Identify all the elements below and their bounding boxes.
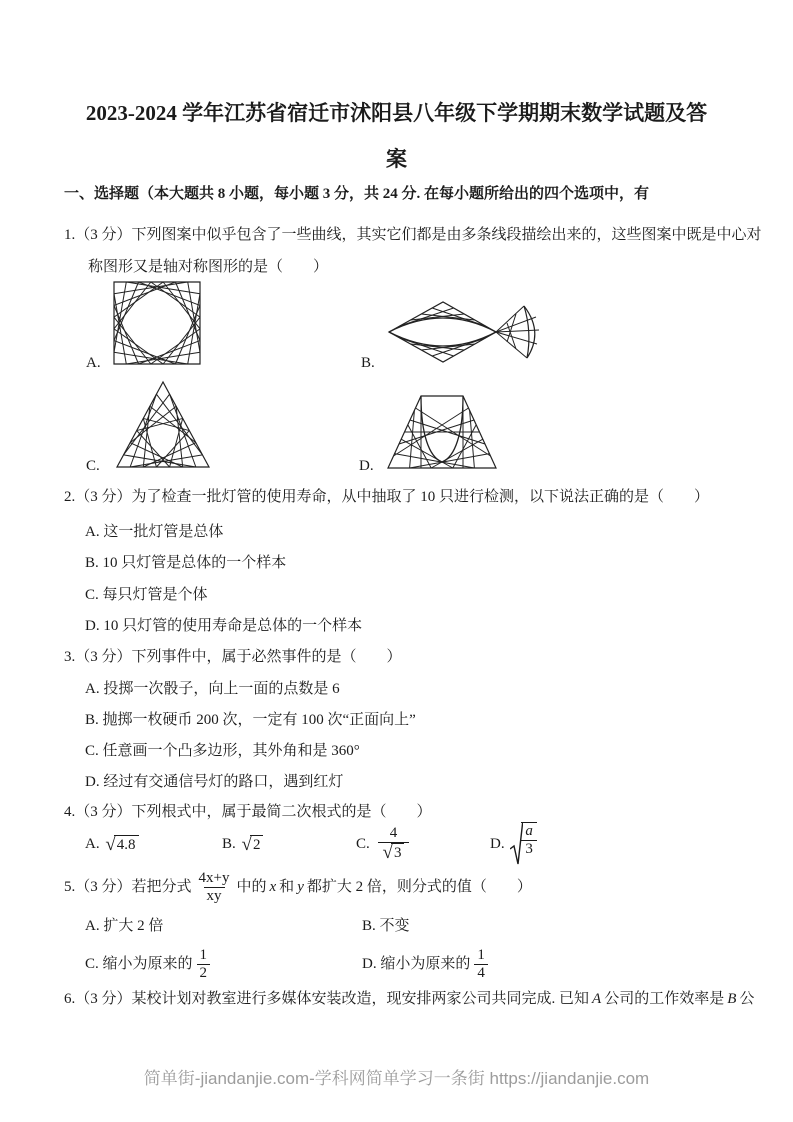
numerator: 4: [389, 825, 398, 841]
numerator: 4x+y: [198, 869, 230, 886]
question-2-option-a: A. 这一批灯管是总体: [85, 524, 224, 540]
page-title-line1: 2023-2024 学年江苏省宿迁市沭阳县八年级下学期期末数学试题及答: [85, 101, 708, 125]
stem-text: 和: [279, 879, 295, 895]
question-4-stem: 4.（3 分）下列根式中，属于最简二次根式的是（ ）: [64, 804, 432, 820]
section-heading: 一、选择题（本大题共 8 小题，每小题 3 分，共 24 分. 在每小题所给出的四个选项中，有: [64, 186, 650, 202]
question-5-option-b: B. 不变: [362, 918, 410, 934]
radicand: 4.8: [114, 835, 139, 854]
fraction-expression: [196, 870, 233, 905]
page-title-line2: 案: [386, 147, 407, 171]
variable-x: x: [269, 879, 277, 895]
question-4-option-d: [490, 820, 539, 868]
variable-b: B: [727, 991, 737, 1007]
stem-text: 公: [739, 991, 755, 1007]
option-b-label: B.: [361, 355, 375, 371]
question-4-option-a: [85, 820, 141, 868]
denominator: xy: [204, 887, 225, 905]
question-3-option-d: D. 经过有交通信号灯的路口，遇到红灯: [85, 774, 344, 790]
fraction-expression: [521, 822, 537, 858]
question-2-option-b: B. 10 只灯管是总体的一个样本: [85, 555, 287, 571]
radicand: 2: [250, 835, 264, 854]
stem-text: 6.（3 分）某校计划对教室进行多媒体安装改造，现安排两家公司共同完成. 已知: [64, 991, 590, 1007]
option-text: C. 缩小为原来的: [85, 956, 193, 972]
question-6-stem: [64, 988, 754, 1010]
site-watermark: 简单街-jiandanjie.com-学科网简单学习一条街 https://jiandanjie.com: [143, 1069, 650, 1088]
variable-y: y: [297, 879, 304, 895]
question-3-stem: 3.（3 分）下列事件中，属于必然事件的是（ ）: [64, 649, 402, 665]
stem-text: 公司的工作效率是: [604, 991, 725, 1007]
option-a-square-string-art-figure: [113, 281, 201, 365]
sqrt-expression: [242, 835, 264, 854]
option-d-label: D.: [359, 458, 374, 474]
sqrt-expression: [383, 843, 405, 862]
option-c-triangle-string-art-figure: [115, 380, 211, 469]
fraction-expression: [378, 825, 410, 863]
radical-sign: √: [382, 842, 393, 863]
question-1-stem-line1: 1.（3 分）下列图案中似乎包含了一些曲线，其实它们都是由多条线段描绘出来的，这些图案中既是中心对: [64, 227, 762, 243]
option-a-label: A.: [85, 836, 100, 852]
question-3-option-c: C. 任意画一个凸多边形，其外角和是 360°: [85, 743, 360, 759]
denominator: [378, 842, 410, 863]
variable-a: A: [592, 991, 602, 1007]
denominator: 2: [197, 964, 211, 982]
radicand: 3: [391, 843, 405, 862]
question-1-stem-line2: 称图形又是轴对称图形的是（ ）: [88, 259, 329, 275]
option-text: D. 缩小为原来的: [362, 956, 471, 972]
denominator: 4: [474, 964, 488, 982]
question-5-option-d: [362, 940, 492, 988]
stem-text: 都扩大 2 倍，则分式的值（ ）: [306, 879, 532, 895]
option-b-label: B.: [222, 836, 236, 852]
question-3-option-a: A. 投掷一次骰子，向上一面的点数是 6: [85, 681, 340, 697]
question-4-option-c: [356, 820, 413, 868]
question-5-stem: [64, 864, 532, 910]
sqrt-expression: [105, 835, 138, 854]
question-2-option-d: D. 10 只灯管的使用寿命是总体的一个样本: [85, 618, 363, 634]
fraction-expression: [474, 947, 488, 982]
numerator: 1: [477, 946, 485, 963]
denominator: 3: [521, 840, 537, 858]
option-b-fish-string-art-figure: [386, 297, 544, 367]
radical-sign: √: [241, 833, 252, 855]
numerator: a: [525, 823, 533, 839]
question-2-option-c: C. 每只灯管是个体: [85, 587, 208, 603]
option-d-label: D.: [490, 836, 505, 852]
numerator: 1: [199, 946, 208, 963]
question-2-stem: 2.（3 分）为了检查一批灯管的使用寿命，从中抽取了 10 只进行检测，以下说法正确的是（ ）: [64, 489, 710, 505]
question-4-option-b: [222, 820, 265, 868]
radical-sign: √: [105, 833, 116, 855]
question-5-option-a: A. 扩大 2 倍: [85, 918, 164, 934]
stem-text: 中的: [236, 879, 267, 895]
option-c-label: C.: [86, 458, 100, 474]
fraction-expression: [197, 947, 211, 982]
question-5-option-c: [85, 940, 214, 988]
option-d-vase-string-art-figure: [386, 394, 498, 470]
option-c-label: C.: [356, 836, 370, 852]
option-a-label: A.: [86, 355, 101, 371]
sqrt-of-fraction-expression: [510, 822, 537, 866]
question-3-option-b: B. 抛掷一枚硬币 200 次，一定有 100 次“正面向上”: [85, 712, 416, 728]
stem-text: 5.（3 分）若把分式: [64, 879, 192, 895]
